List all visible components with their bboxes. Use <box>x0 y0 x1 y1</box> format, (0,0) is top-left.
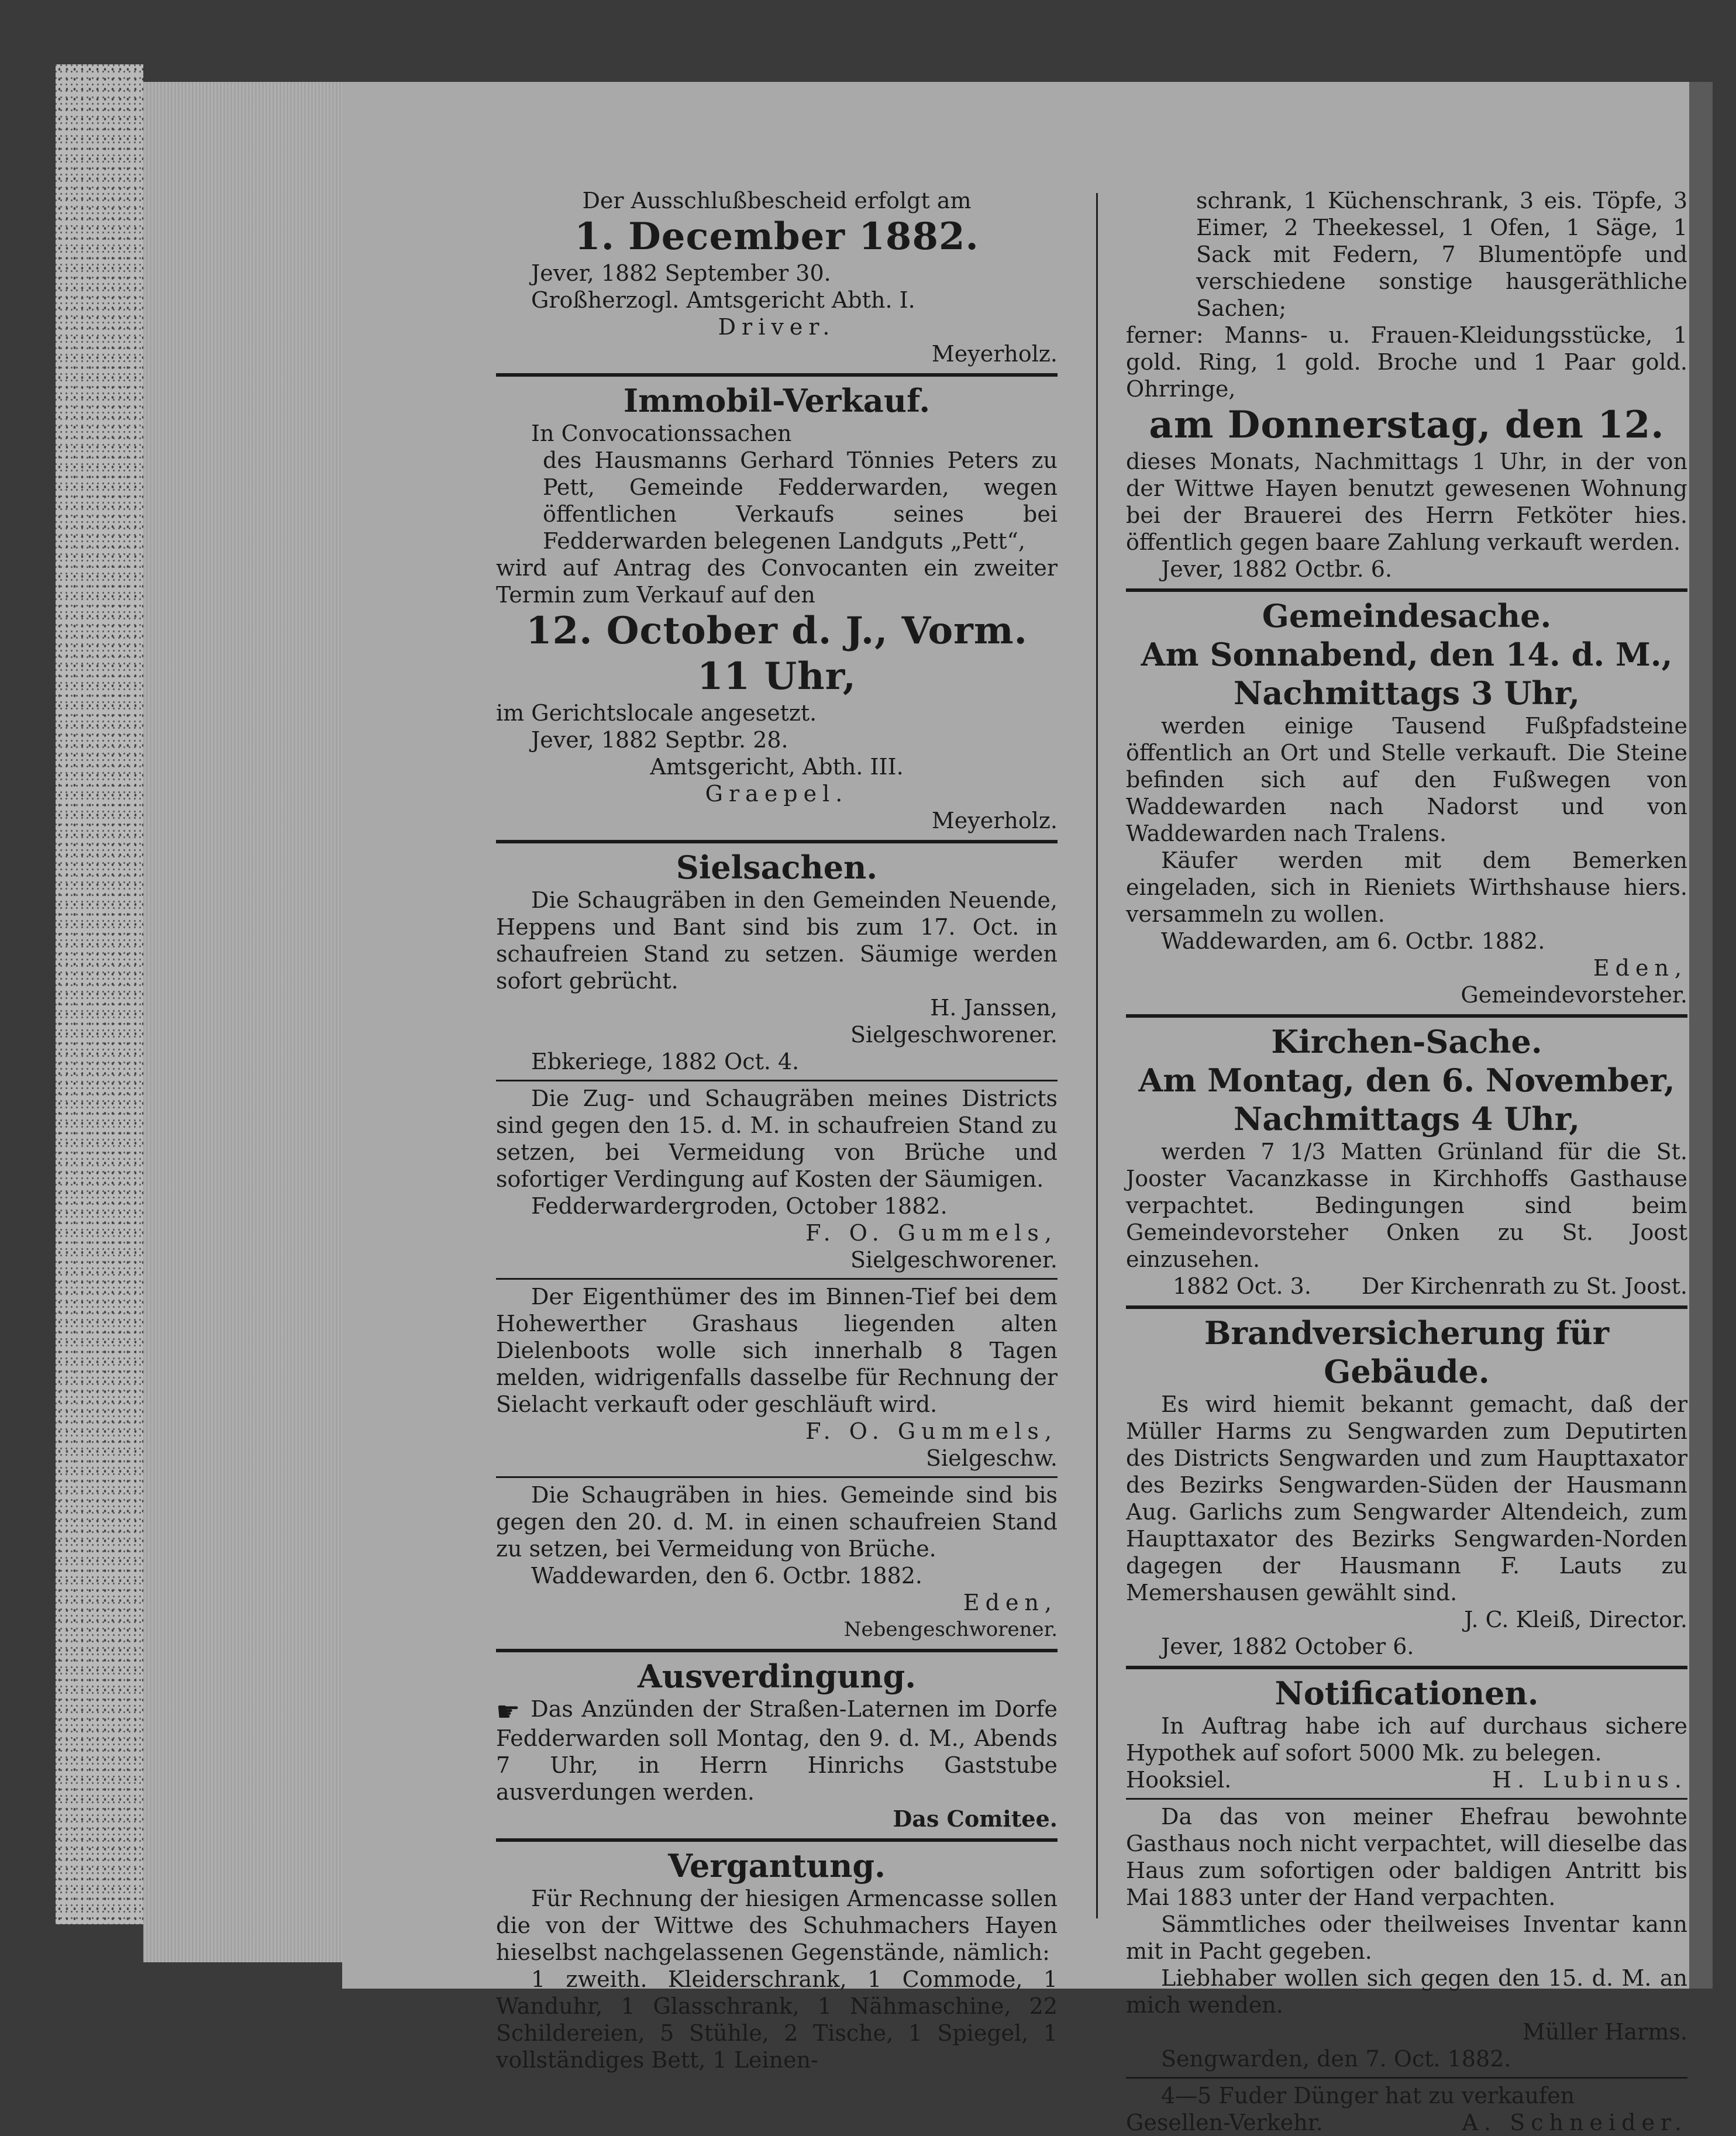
separator <box>1126 1014 1687 1018</box>
notice-place: Hooksiel. <box>1126 1767 1232 1793</box>
pointing-hand-icon: ☛ <box>496 1695 521 1727</box>
notice-place: Sengwarden, den 7. Oct. 1882. <box>1161 2046 1511 2072</box>
separator <box>1126 2077 1687 2079</box>
notice-kirchensache <box>1126 1022 1687 1300</box>
notice-signature: Das Comitee. <box>893 1805 1058 1832</box>
separator <box>1126 588 1687 592</box>
notice-title: Ausverdingung. <box>637 1658 917 1695</box>
notice-signature: A. Schneider. <box>1462 2110 1687 2135</box>
notice-text: In Auftrag habe ich auf durchaus sichere Hypothek auf sofort 5000 Mk. zu belegen. <box>1126 1713 1687 1766</box>
notice-text: In Convocationssachen <box>531 421 792 446</box>
notice-vergantung-cont <box>1126 187 1687 583</box>
notice-signature: Meyerholz. <box>931 808 1058 833</box>
notice-place: Fedderwardergroden, October 1882. <box>531 1193 948 1219</box>
notice-dielenboot <box>496 1283 1058 1472</box>
separator <box>1126 1666 1687 1669</box>
notice-signature: Der Kirchenrath zu St. Joost. <box>1361 1273 1687 1299</box>
notice-place: Jever, 1882 Octbr. 6. <box>1161 556 1393 582</box>
notice-title: Immobil-Verkauf. <box>623 382 931 419</box>
notice-text: schrank, 1 Küchenschrank, 3 eis. Töpfe, 3 Eimer, 2 Theekessel, 1 Ofen, 1 Säge, 1 Sack mit Federn, 7 Blumentöpfe und verschiedene sonstige hausgeräthliche Sachen; <box>1196 188 1687 321</box>
notice-name: Driver. <box>718 314 836 340</box>
notice-date: Nachmittags 4 Uhr, <box>1233 1100 1580 1138</box>
notice-signature: Gemeindevorsteher. <box>1461 982 1687 1008</box>
notice-date: Am Sonnabend, den 14. d. M., <box>1141 636 1673 673</box>
notice-text: Die Zug- und Schaugräben meines Districts sind gegen den 15. d. M. in schaufreien Stand zu setzen, bei Vermeidung von Brüche und sofortiger Verdingung auf Kosten der Säumigen. <box>496 1086 1058 1192</box>
separator <box>496 1278 1058 1280</box>
notice-text: Die Schaugräben in hies. Gemeinde sind bis gegen den 20. d. M. in einen schaufreien Stand zu setzen, bei Vermeidung von Brüche. <box>496 1482 1058 1562</box>
notice-text: wird auf Antrag des Convocanten ein zweiter Termin zum Verkauf auf den <box>496 555 1058 608</box>
notice-place: Jever, 1882 October 6. <box>1161 1634 1414 1659</box>
notice-court: Großherzogl. Amtsgericht Abth. I. <box>531 287 915 313</box>
notice-text: Da das von meiner Ehefrau bewohnte Gasthaus noch nicht verpachtet, will dieselbe das Haus zum sofortigen oder baldigen Antritt bis Mai 1883 unter der Hand verpachten. <box>1126 1804 1687 1910</box>
right-column <box>1126 187 1687 2136</box>
notice-text: werden einige Tausend Fußpfadsteine öffentlich an Ort und Stelle verkauft. Die Steine befinden sich auf den Fußwegen von Waddewarden nach Nadorst und von Waddewarden nach Tralens. <box>1126 713 1687 846</box>
notice-court: Amtsgericht, Abth. III. <box>650 754 904 780</box>
notice-text: Sämmtliches oder theilweises Inventar kann mit in Pacht gegeben. <box>1126 1911 1687 1964</box>
notice-date: Am Montag, den 6. November, <box>1138 1062 1675 1099</box>
notice-title: Gemeindesache. <box>1262 597 1552 635</box>
separator <box>496 1476 1058 1478</box>
notice-place: Ebkeriege, 1882 Oct. 4. <box>531 1049 800 1074</box>
separator <box>1126 1305 1687 1309</box>
notice-signature: Sielgeschw. <box>926 1445 1058 1471</box>
notice-text: Liebhaber wollen sich gegen den 15. d. M. an mich wenden. <box>1126 1965 1687 2018</box>
notice-signature: F. O. Gummels, <box>805 1418 1058 1444</box>
notice-signature: Eden, <box>963 1590 1058 1615</box>
notice-text: Die Schaugräben in den Gemeinden Neuende, Heppens und Bant sind bis zum 17. Oct. in schaufreien Stand zu setzen. Säumige werden sofort gebrücht. <box>496 887 1058 994</box>
notice-text: Der Eigenthümer des im Binnen-Tief bei dem Hohewerther Grashaus liegenden alten Dielenboots wolle sich innerhalb 8 Tagen melden, widrigenfalls dasselbe für Rechnung der Sielacht verkauft oder geschläuft wird. <box>496 1284 1058 1417</box>
notice-text: Es wird hiemit bekannt gemacht, daß der Müller Harms zu Sengwarden zum Deputirten des Districts Sengwarden und zum Haupttaxator des Bezirks Sengwarden-Süden der Hausmann Aug. Garlichs zum Sengwarder Altendeich, zum Haupttaxator des Bezirks Sengwarden-Norden dagegen der Hausmann F. Lauts zu Memershausen gewählt sind. <box>1126 1391 1687 1606</box>
separator <box>496 1838 1058 1842</box>
notice-place: Gesellen-Verkehr. <box>1126 2110 1323 2135</box>
separator <box>496 840 1058 843</box>
notice-date: Nachmittags 3 Uhr, <box>1233 674 1580 712</box>
notice-date: 1. December 1882. <box>574 215 979 259</box>
notice-place: Jever, 1882 September 30. <box>531 260 831 286</box>
notice-place: Jever, 1882 Septbr. 28. <box>531 727 788 753</box>
notice-signature: Sielgeschworener. <box>850 1022 1058 1048</box>
notice-zuggraeben <box>496 1085 1058 1273</box>
notice-title: Kirchen-Sache. <box>1271 1023 1542 1060</box>
notice-schaugraeben <box>496 1482 1058 1643</box>
notice-brandversicherung <box>1126 1314 1687 1660</box>
notice-signature: Nebengeschworener. <box>843 1618 1058 1641</box>
notice-signature: Sielgeschworener. <box>850 1247 1058 1273</box>
notice-title: Vergantung. <box>668 1846 886 1884</box>
notice-ausverdingung <box>496 1657 1058 1832</box>
notice-ausschluss <box>496 187 1058 367</box>
notice-notificationen <box>1126 1674 1687 1793</box>
notice-signature: Müller Harms. <box>1523 2019 1687 2045</box>
separator <box>496 373 1058 377</box>
notice-place: Waddewarden, am 6. Octbr. 1882. <box>1161 928 1545 954</box>
left-column <box>496 187 1058 2073</box>
notice-text: des Hausmanns Gerhard Tönnies Peters zu Pett, Gemeinde Fedderwarden, wegen öffentlichen Verkaufs seines bei Fedderwarden belegenen Landguts „Pett“, <box>543 447 1058 554</box>
notice-text: Für Rechnung der hiesigen Armencasse sollen die von der Wittwe des Schuhmachers Hayen hieselbst nachgelassenen Gegenstände, nämlich: <box>496 1885 1058 1965</box>
column-divider <box>1096 193 1098 1918</box>
notice-date: 12. October d. J., Vorm. 11 Uhr, <box>526 609 1028 698</box>
notice-title: Notificationen. <box>1275 1675 1539 1712</box>
notice-text: 1 zweith. Kleiderschrank, 1 Commode, 1 Wanduhr, 1 Glasschrank, 1 Nähmaschine, 22 Schildereien, 5 Stühle, 2 Tische, 1 Spiegel, 1 vollständiges Bett, 1 Leinen- <box>496 1966 1058 2073</box>
notice-place: Waddewarden, den 6. Octbr. 1882. <box>531 1563 923 1589</box>
notice-text: ferner: Manns- u. Frauen-Kleidungsstücke, 1 gold. Ring, 1 gold. Broche und 1 Paar gold. Ohrringe, <box>1126 322 1687 402</box>
notice-date: am Donnerstag, den 12. <box>1149 403 1665 447</box>
notice-signature: H. Lubinus. <box>1492 1767 1687 1793</box>
notice-text: dieses Monats, Nachmittags 1 Uhr, in der von der Wittwe Hayen benutzt gewesenen Wohnung bei der Brauerei des Herrn Fetköter hies. öffentlich gegen baare Zahlung verkauft werden. <box>1126 449 1687 555</box>
notice-duenger <box>1126 2082 1687 2136</box>
notice-name: Graepel. <box>705 781 849 807</box>
notice-signature: J. C. Kleiß, Director. <box>1464 1607 1687 1632</box>
separator <box>496 1080 1058 1081</box>
separator <box>1126 1798 1687 1800</box>
notice-text: im Gerichtslocale angesetzt. <box>496 700 817 726</box>
notice-signature: Meyerholz. <box>931 341 1058 367</box>
notice-signature: H. Janssen, <box>930 995 1058 1021</box>
notice-vergantung <box>496 1846 1058 2073</box>
notice-title: Sielsachen. <box>676 849 878 886</box>
notice-signature: F. O. Gummels, <box>805 1220 1058 1246</box>
notice-place: 1882 Oct. 3. <box>1173 1273 1311 1299</box>
notice-text: 4—5 Fuder Dünger hat zu verkaufen <box>1161 2083 1575 2109</box>
notice-immobil <box>496 381 1058 834</box>
separator <box>496 1649 1058 1652</box>
notice-signature: Eden, <box>1593 955 1687 981</box>
notice-gemeindesache <box>1126 597 1687 1008</box>
notice-sielsachen <box>496 848 1058 1075</box>
notice-text: Der Ausschlußbescheid erfolgt am <box>582 188 972 213</box>
notice-gasthaus <box>1126 1803 1687 2072</box>
notice-text: Das Anzünden der Straßen-Laternen im Dorfe Fedderwarden soll Montag, den 9. d. M., Abends 7 Uhr, in Herrn Hinrichs Gaststube ausverdungen werden. <box>496 1696 1058 1805</box>
notice-text: Käufer werden mit dem Bemerken eingeladen, sich in Rieniets Wirthshause hiers. versammeln zu wollen. <box>1126 847 1687 927</box>
book-edge-speckle <box>56 64 143 1924</box>
notice-title: Brandversicherung für Gebäude. <box>1204 1314 1610 1390</box>
book-gutter <box>1689 82 1713 1989</box>
notice-text: werden 7 1/3 Matten Grünland für die St. Jooster Vacanzkasse in Kirchhoffs Gasthause verpachtet. Bedingungen sind beim Gemeindevorsteher Onken zu St. Joost einzusehen. <box>1126 1139 1687 1272</box>
